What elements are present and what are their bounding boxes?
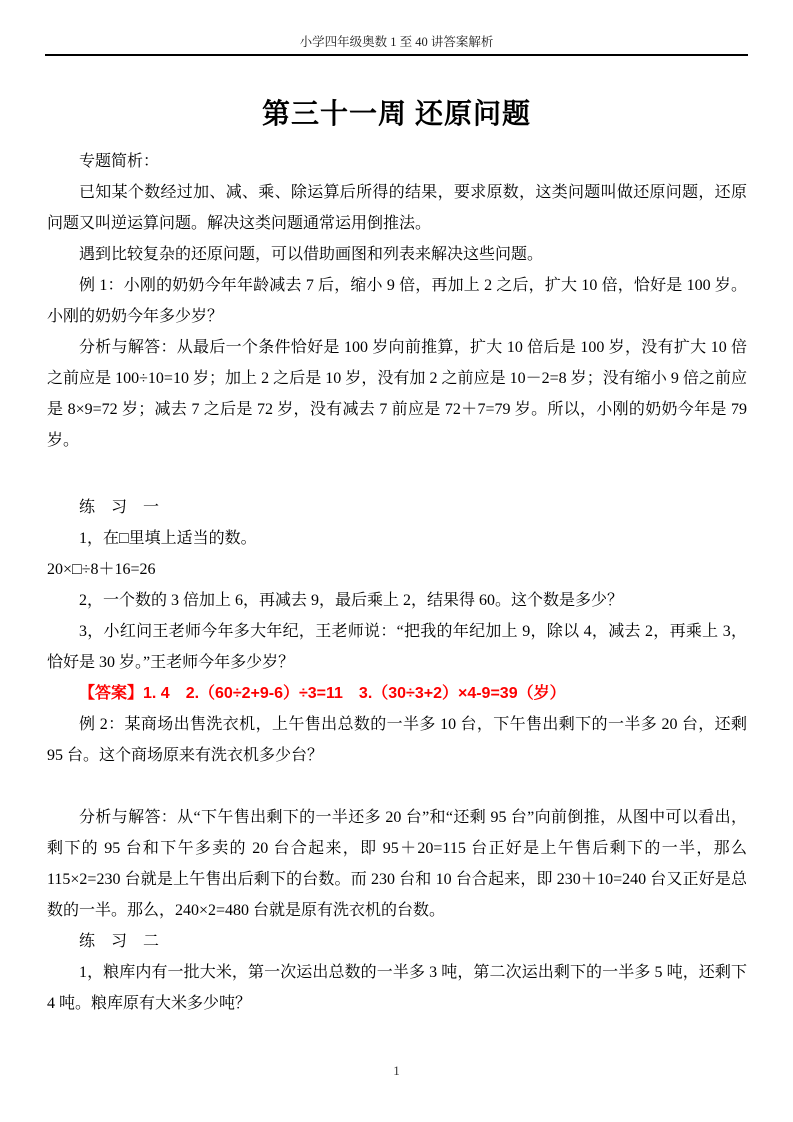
example2-analysis: 分析与解答：从“下午售出剩下的一半还多 20 台”和“还剩 95 台”向前倒推，从图中可以看出，剩下的 95 台和下午多卖的 20 台合起来，即 95＋20=115 台正好是上午售后剩下的一半，那么 115×2=230 台就是上午售出后剩下的台数。而 230 台和 10 台合起来，即 230＋10=240 台又正好是总数的一半。那么，240×2=480 台就是原有洗衣机的台数。: [47, 809, 747, 919]
spacer: [47, 771, 747, 802]
practice1-question2: 2，一个数的 3 倍加上 6，再减去 9，最后乘上 2，结果得 60。这个数是多少？: [79, 592, 624, 609]
example1-problem: 例 1：小刚的奶奶今年年龄减去 7 后，缩小 9 倍，再加上 2 之后，扩大 10 倍，恰好是 100 岁。小刚的奶奶今年多少岁？: [47, 277, 747, 325]
practice1-question3: 3，小红问王老师今年多大年纪，王老师说：“把我的年纪加上 9，除以 4，减去 2，再乘上 3，恰好是 30 岁。”王老师今年多少岁？: [47, 623, 747, 671]
header-divider: [45, 54, 748, 56]
example1-analysis: 分析与解答：从最后一个条件恰好是 100 岁向前推算，扩大 10 倍后是 100 岁，没有扩大 10 倍之前应是 100÷10=10 岁；加上 2 之后是 10 岁，没有加 2 之前应是 10－2=8 岁；没有缩小 9 倍之前应是 8×9=72 岁；减去 7 之后是 72 岁，没有减去 7 前应是 72＋7=79 岁。所以，小刚的奶奶今年是 79 岁。: [47, 339, 747, 449]
topic-label: 专题简析：: [79, 153, 160, 170]
topic-note-paragraph: 遇到比较复杂的还原问题，可以借助画图和列表来解决这些问题。: [79, 246, 544, 263]
running-header: 小学四年级奥数 1 至 40 讲答案解析: [299, 35, 494, 49]
page-number: 1: [393, 1063, 400, 1078]
practice1-heading: 练 习 一: [79, 499, 160, 516]
practice1-answer-line: 【答案】1. 4 2.（60÷2+9-6）÷3=11 3.（30÷3+2）×4-9=39（岁）: [79, 685, 566, 702]
practice1-question1-equation: 20×□÷8＋16=26: [47, 561, 156, 578]
document-body: [47, 146, 747, 1019]
spacer: [47, 456, 747, 492]
practice1-question1: 1，在□里填上适当的数。: [79, 530, 257, 547]
practice2-question1: 1，粮库内有一批大米，第一次运出总数的一半多 3 吨，第二次运出剩下的一半多 5 吨，还剩下 4 吨。粮库原有大米多少吨？: [47, 964, 747, 1012]
practice2-heading: 练 习 二: [79, 933, 160, 950]
example2-problem: 例 2：某商场出售洗衣机，上午售出总数的一半多 10 台，下午售出剩下的一半多 20 台，还剩 95 台。这个商场原来有洗衣机多少台？: [47, 716, 747, 764]
page-title: 第三十一周 还原问题: [261, 98, 531, 130]
topic-intro-paragraph: 已知某个数经过加、减、乘、除运算后所得的结果，要求原数，这类问题叫做还原问题，还原问题又叫逆运算问题。解决这类问题通常运用倒推法。: [47, 184, 747, 232]
